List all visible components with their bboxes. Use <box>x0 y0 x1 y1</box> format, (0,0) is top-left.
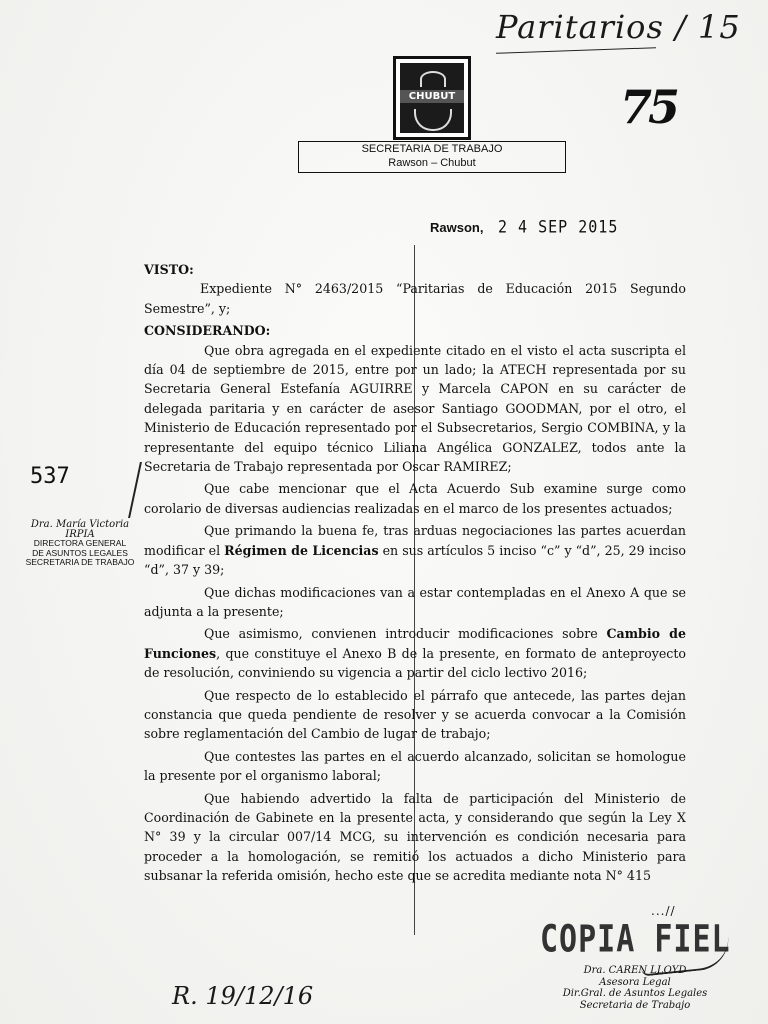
legal-advisor-stamp <box>560 965 710 1011</box>
emblem-field <box>400 63 464 133</box>
paragraph-text: en sus artículos 5 inciso “c” y “d”, 25, 29 inciso “d”, 37 y 39; <box>144 542 686 578</box>
emblem-cap-shape <box>420 71 446 87</box>
date-place: Rawson, <box>430 220 484 235</box>
considerando-paragraph: Que habiendo advertido la falta de participación del Ministerio de Coordinación de Gabinete en la presente acta, y considerando que según la Ley X N° 39 y la circular 007/14 MCG, su intervención es condición necesaria para proceder a la homologación, se remitió los actuados a dicho Ministerio para subsanar la referida omisión, hecho este que se acredita mediante nota N° 415 <box>144 790 686 884</box>
visto-paragraph: Expediente N° 2463/2015 “Paritarias de Educación 2015 Segundo Semestre”, y; <box>144 281 686 316</box>
emblem-label: CHUBUT <box>400 90 464 103</box>
document-body <box>144 260 686 889</box>
considerando-paragraph <box>144 624 686 682</box>
office-name: SECRETARIA DE TRABAJO <box>361 143 503 155</box>
stamp-title-line: Asesora Legal <box>599 976 671 988</box>
visto-heading: VISTO: <box>144 262 194 277</box>
paragraph-text: Que primando la buena fe, tras arduas negociaciones las partes acuerdan modificar el <box>144 523 686 558</box>
considerando-paragraph: Que contestes las partes en el acuerdo alcanzado, solicitan se homologue la presente por el organismo laboral; <box>144 748 686 784</box>
considerando-paragraph: Que dichas modificaciones van a estar contempladas en el Anexo A que se adjunta a la presente; <box>144 584 686 619</box>
copia-fiel-stamp: COPIA FIEL <box>540 917 731 962</box>
stamp-signer-name: Dra. CAREN LLOYD <box>583 965 687 976</box>
office-header-box <box>298 141 566 173</box>
chubut-emblem <box>393 56 471 140</box>
paragraph-text: , que constituye el Anexo B de la presente, en formato de anteproyecto de resolución, conviniendo su vigencia a partir del ciclo lectivo 2016; <box>144 645 686 681</box>
cambio-funciones-term: Cambio de Funciones <box>144 626 687 661</box>
office-location: Rawson – Chubut <box>388 157 476 169</box>
paragraph-text: Que asimismo, convienen introducir modificaciones sobre <box>204 626 607 642</box>
date-stamp: 2 4 SEP 2015 <box>498 216 619 238</box>
stamp-title-line: Dir.Gral. de Asuntos Legales <box>562 988 708 999</box>
handwritten-top-note: Paritarios / 15 <box>496 8 741 46</box>
folio-number: 537 <box>30 464 70 489</box>
stamp-signer-name: Dra. María Victoria IRPIA <box>30 519 130 540</box>
stamp-title-line: DE ASUNTOS LEGALES <box>32 547 128 558</box>
legal-director-stamp <box>20 520 140 568</box>
regimen-licencias-term: Régimen de Licencias <box>224 542 379 558</box>
emblem-wreath-shape <box>414 109 452 131</box>
considerando-paragraph: Que cabe mencionar que el Acta Acuerdo Sub examine surge como corolario de diversas audiencias realizadas en el marco de los presentes actuados; <box>144 481 686 516</box>
stamp-title-line: SECRETARIA DE TRABAJO <box>25 557 135 567</box>
considerando-paragraph: Que obra agregada en el expediente citado en el visto el acta suscripta el día 04 de septiembre de 2015, entre por un lado; la ATECH representada por su Secretaria General Estefanía AGUIRRE y Marcela CAPON en su carácter de delegada paritaria y en carácter de asesor Santiago GOODMAN, por el otro, el Ministerio de Educación representado por el Subsecretarios, Sergio COMBINA, y la representante del equipo técnico Liliana Angélica GONZALEZ, todos ante la Secretaria de Trabajo representada por Oscar RAMIREZ; <box>144 342 686 475</box>
considerando-paragraph <box>144 521 686 579</box>
anniversary-logo: 75 <box>620 80 677 134</box>
handwritten-bottom-note: R. 19/12/16 <box>172 982 314 1010</box>
stamp-title-line: DIRECTORA GENERAL <box>33 538 127 548</box>
continuation-mark: ...// <box>651 904 676 918</box>
stamp-title-line: Secretaria de Trabajo <box>579 999 691 1011</box>
considerando-paragraph: Que respecto de lo establecido el párrafo que antecede, las partes dejan constancia que queda pendiente de resolver y se acuerda convocar a la Comisión sobre reglamentación del Cambio de lugar de trabajo; <box>144 687 686 742</box>
considerando-heading: CONSIDERANDO: <box>144 323 271 339</box>
